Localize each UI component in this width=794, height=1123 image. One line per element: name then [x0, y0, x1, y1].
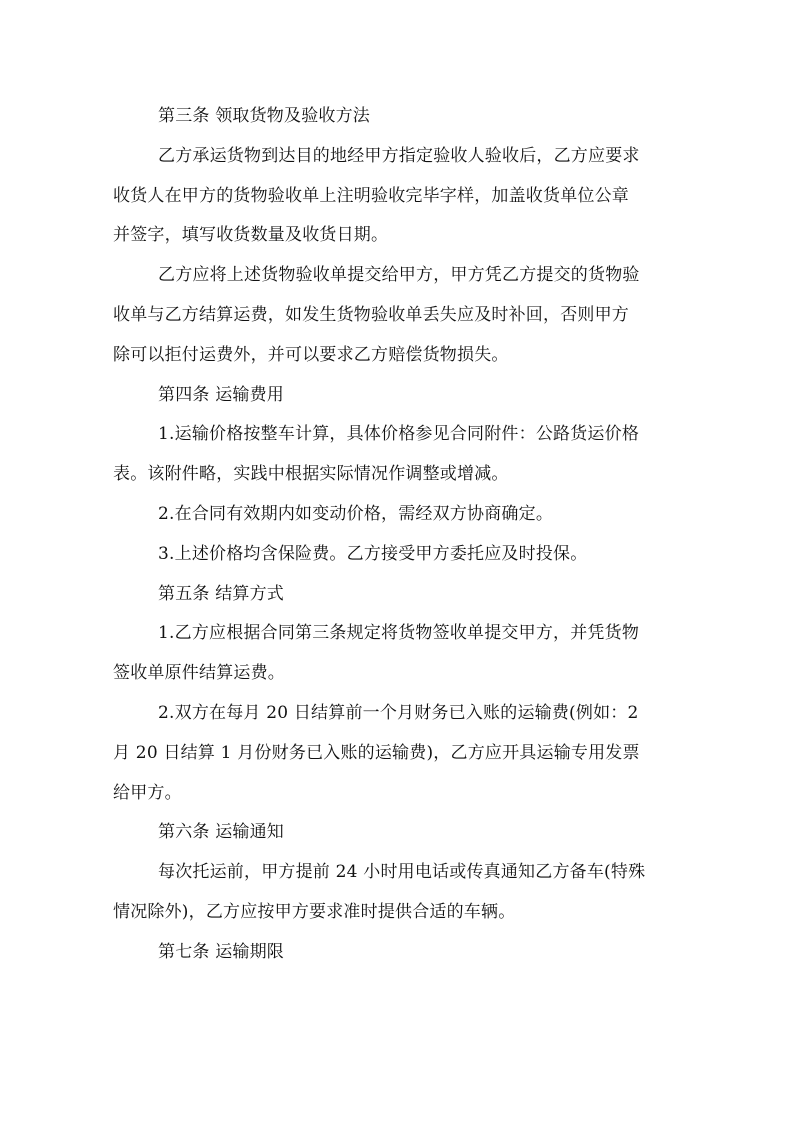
- paragraph-line: 2.双方在每月 20 日结算前一个月财务已入账的运输费(例如：2: [158, 702, 639, 723]
- paragraph-line: 乙方承运货物到达目的地经甲方指定验收人验收后，乙方应要求: [158, 145, 640, 166]
- paragraph-line: 除可以拒付运费外，并可以要求乙方赔偿货物损失。: [113, 344, 509, 365]
- paragraph-line: 1.乙方应根据合同第三条规定将货物签收单提交甲方，并凭货物: [158, 623, 640, 644]
- section-heading: 第五条 结算方式: [158, 583, 285, 604]
- section-heading: 第六条 运输通知: [158, 822, 285, 843]
- document-body: [113, 100, 681, 970]
- paragraph-line: 签收单原件结算运费。: [113, 663, 285, 684]
- paragraph-line: 表。该附件略，实践中根据实际情况作调整或增减。: [113, 464, 509, 485]
- paragraph-line: 3.上述价格均含保险费。乙方接受甲方委托应及时投保。: [158, 543, 588, 564]
- paragraph-line: 给甲方。: [113, 782, 182, 803]
- section-heading: 第三条 领取货物及验收方法: [158, 106, 371, 126]
- paragraph-line: 乙方应将上述货物验收单提交给甲方，甲方凭乙方提交的货物验: [158, 265, 640, 286]
- paragraph-line: 月 20 日结算 1 月份财务已入账的运输费)，乙方应开具运输专用发票: [113, 742, 640, 763]
- paragraph-line: 并签字，填写收货数量及收货日期。: [113, 225, 389, 246]
- section-heading: 第七条 运输期限: [158, 941, 285, 962]
- paragraph-line: 收货人在甲方的货物验收单上注明验收完毕字样，加盖收货单位公章: [113, 185, 629, 206]
- paragraph-line: 每次托运前，甲方提前 24 小时用电话或传真通知乙方备车(特殊: [158, 862, 646, 883]
- paragraph-line: 2.在合同有效期内如变动价格，需经双方协商确定。: [158, 503, 554, 524]
- paragraph-line: 情况除外)，乙方应按甲方要求准时提供合适的车辆。: [113, 901, 516, 922]
- section-heading: 第四条 运输费用: [158, 384, 285, 405]
- paragraph-line: 1.运输价格按整车计算，具体价格参见合同附件：公路货运价格: [158, 424, 640, 445]
- paragraph-line: 收单与乙方结算运费，如发生货物验收单丢失应及时补回，否则甲方: [113, 304, 629, 325]
